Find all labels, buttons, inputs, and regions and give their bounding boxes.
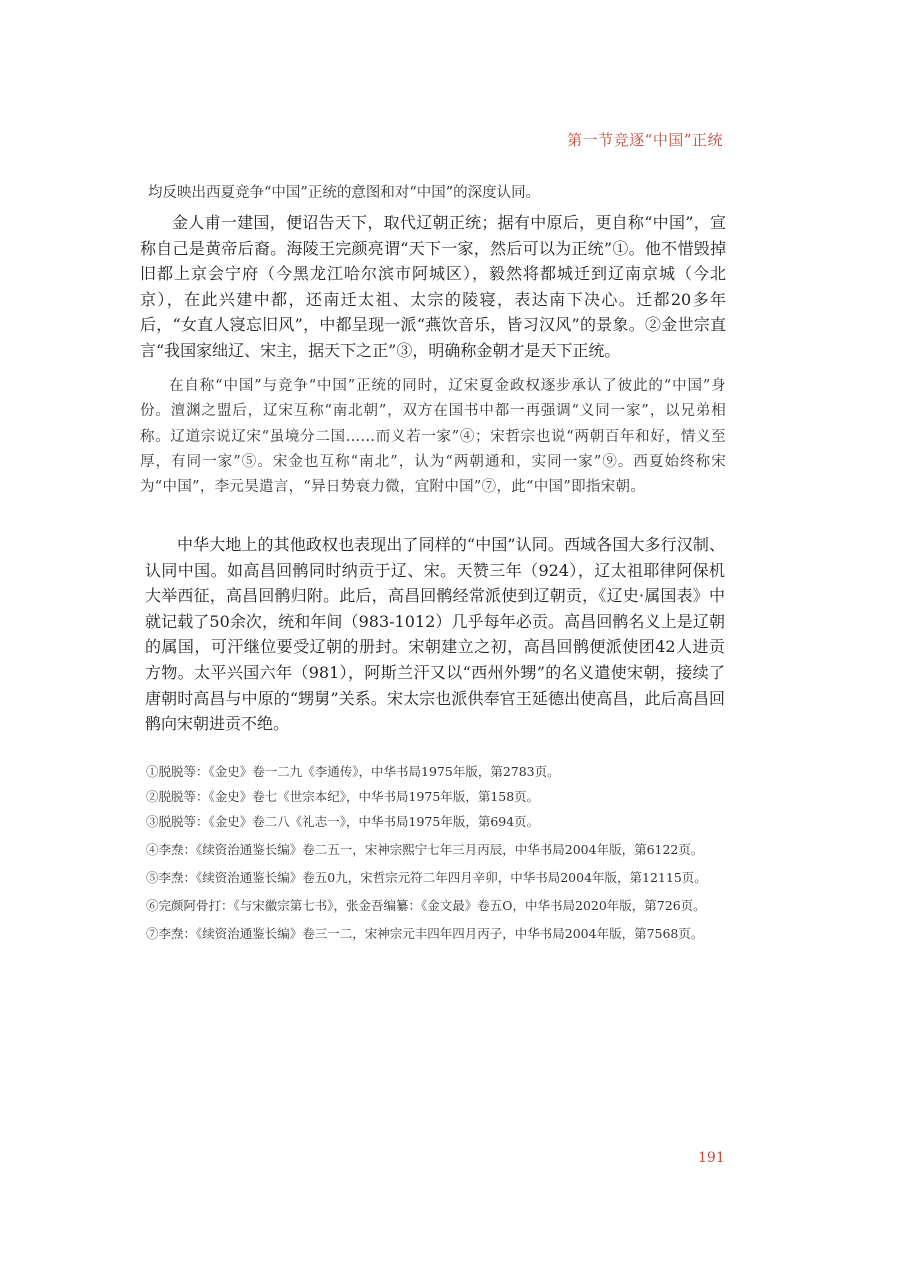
body-paragraph-mutual-recognition: 在自称“中国”与竞争“中国”正统的同时，辽宋夏金政权逐步承认了彼此的“中国”身份。澶渊之盟后，辽宋互称“南北朝”，双方在国书中都一再强调“义同一家”，以兄弟相称。辽道宗说辽宋“虽境分二国……而义若一家”④；宋哲宗也说“两朝百年和好，情义至厚，有同一家”⑤。宋金也互称“南北”，认为“两朝通和，实同一家”⑨。西夏始终称宋为“中国”，李元昊遣言，“异日势衰力微，宜附中国”⑦，此“中国”即指宋朝。 — [140, 378, 726, 496]
body-paragraph-uyghur: 中华大地上的其他政权也表现出了同样的“中国”认同。西域各国大多行汉制、认同中国。如高昌回鹘同时纳贡于辽、宋。天赞三年（924），辽太祖耶律阿保机大举西征，高昌回鹘归附。此后，高昌回鹘经常派使到辽朝贡，《辽史·属国表》中就记载了50余次，统和年间（983-1012）几乎每年必贡。高昌回鹘名义上是辽朝的属国，可汗继位要受辽朝的册封。宋朝建立之初，高昌回鹘便派使团42人进贡方物。太平兴国六年（981），阿斯兰汗又以“西州外甥”的名义遣使宋朝，接续了唐朝时高昌与中原的“甥舅”关系。宋太宗也派供奉官王延德出使高昌，此后高昌回鹘向宋朝进贡不绝。 — [145, 535, 725, 734]
footnote-5: ⑤李焘：《续资治通鉴长编》卷五0九，宋哲宗元符二年四月辛卯，中华书局2004年版，第12115页。 — [146, 870, 707, 885]
page-number: 191 — [698, 1150, 725, 1166]
footnotes — [146, 762, 726, 949]
footnote-7: ⑦李焘：《续资治通鉴长编》卷三一二，宋神宗元丰四年四月丙子，中华书局2004年版，第7568页。 — [146, 926, 704, 941]
footnote-2: ②脱脱等：《金史》卷七《世宗本纪》，中华书局1975年版，第158页。 — [146, 789, 540, 804]
running-header: 第一节竞逐“中国”正统 — [567, 131, 723, 149]
footnote-6: ⑥完颜阿骨打：《与宋徽宗第七书》，张金吾编纂：《金文最》卷五O，中华书局2020年版，第726页。 — [146, 898, 706, 913]
body-paragraph-jin: 金人甫一建国，便诏告天下，取代辽朝正统；据有中原后，更自称“中国”，宣称自己是黄帝后裔。海陵王完颜亮谓“天下一家，然后可以为正统”①。他不惜毁掉旧都上京会宁府（今黑龙江哈尔滨市阿城区），毅然将都城迁到辽南京城（今北京），在此兴建中都，还南迁太祖、太宗的陵寝，表达南下决心。迁都20多年后，“女直人寖忘旧风”，中都呈现一派“燕饮音乐，皆习汉风”的景象。②金世宗直言“我国家绌辽、宋主，据天下之正”③，明确称金朝才是天下正统。 — [140, 213, 726, 360]
footnote-3: ③脱脱等：《金史》卷二八《礼志一》，中华书局1975年版，第694页。 — [146, 814, 540, 829]
footnote-1: ①脱脱等：《金史》卷一二九《李通传》，中华书局1975年版，第2783页。 — [146, 764, 560, 779]
lead-paragraph: 均反映出西夏竞争“中国”正统的意图和对“中国”的深度认同。 — [148, 185, 541, 201]
footnote-4: ④李焘：《续资治通鉴长编》卷二五一，宋神宗熙宁七年三月丙辰，中华书局2004年版，第6122页。 — [146, 842, 704, 857]
